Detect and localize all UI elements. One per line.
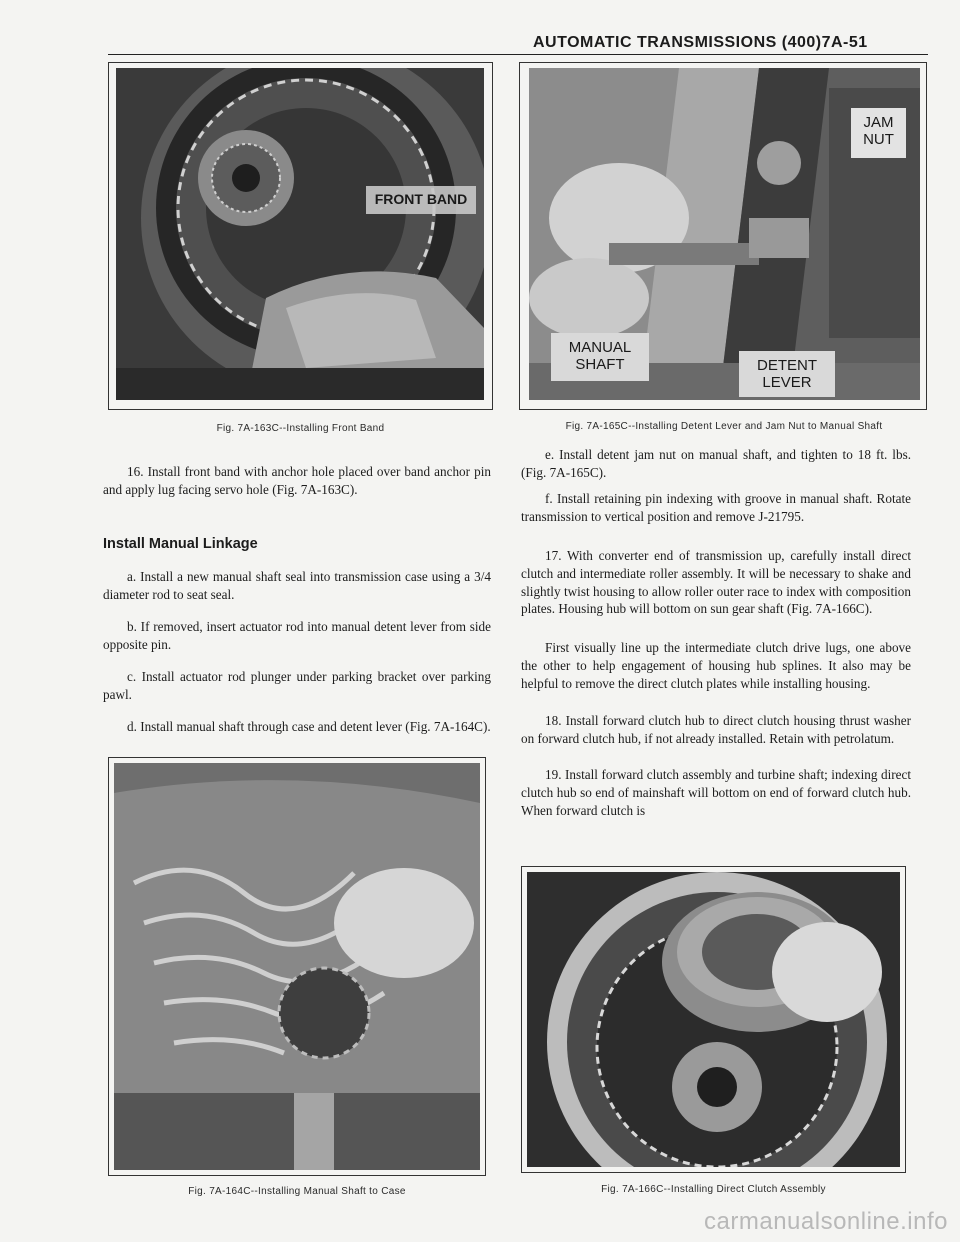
figure-163c-photo [116, 68, 484, 400]
step-b-paragraph: b. If removed, insert actuator rod into manual detent lever from side opposite pin. [103, 619, 491, 652]
step-d-paragraph: d. Install manual shaft through case and detent lever (Fig. 7A-164C). [127, 719, 491, 734]
step-e-paragraph: e. Install detent jam nut on manual shaft, and tighten to 18 ft. lbs. (Fig. 7A-165C). [521, 447, 911, 480]
step-18-paragraph: 18. Install forward clutch hub to direct clutch housing thrust washer on forward clutch hub, if not already installed. Retain with petrolatum. [521, 713, 911, 746]
figure-165c-photo [529, 68, 920, 400]
header-rule [108, 54, 928, 55]
figure-164c-photo [114, 763, 480, 1170]
step-17-paragraph: 17. With converter end of transmission up, carefully install direct clutch and intermediate roller assembly. It will be necessary to shake and slightly twist housing to allow roller outer race to index with composition plates. Housing hub will bottom on sun gear shaft (Fig. 7A-166C). [521, 548, 911, 617]
page-header-title: AUTOMATIC TRANSMISSIONS (400)7A-51 [533, 34, 868, 51]
front-band-label: FRONT BAND [374, 191, 468, 207]
jam-nut-label: JAM NUT [863, 114, 894, 148]
install-manual-linkage-heading: Install Manual Linkage [103, 536, 258, 552]
step-a-paragraph: a. Install a new manual shaft seal into transmission case using a 3/4 diameter rod to seat seal. [103, 569, 491, 602]
figure-164c-caption: Fig. 7A-164C--Installing Manual Shaft to Case [188, 1186, 406, 1197]
step-17-note-paragraph: First visually line up the intermediate clutch drive lugs, one above the other to help engagement of housing hub splines. It also may be helpful to remove the direct clutch plates while installing housing. [521, 640, 911, 691]
step-16-paragraph: 16. Install front band with anchor hole placed over band anchor pin and apply lug facing servo hole (Fig. 7A-163C). [103, 464, 491, 497]
figure-163c-caption: Fig. 7A-163C--Installing Front Band [216, 423, 385, 434]
figure-166c-photo [527, 872, 900, 1167]
detent-lever-label: DETENT LEVER [757, 357, 817, 391]
step-19-paragraph: 19. Install forward clutch assembly and turbine shaft; indexing direct clutch hub so end of mainshaft will bottom on end of forward clutch hub. When forward clutch is [521, 767, 911, 818]
figure-165c-caption: Fig. 7A-165C--Installing Detent Lever and Jam Nut to Manual Shaft [565, 421, 883, 432]
manual-shaft-label: MANUAL SHAFT [568, 339, 632, 373]
figure-166c-caption: Fig. 7A-166C--Installing Direct Clutch Assembly [601, 1184, 826, 1195]
step-f-paragraph: f. Install retaining pin indexing with groove in manual shaft. Rotate transmission to vertical position and remove J-21795. [521, 491, 911, 524]
site-watermark: carmanualsonline.info [704, 1208, 948, 1235]
step-c-paragraph: c. Install actuator rod plunger under parking bracket over parking pawl. [103, 669, 491, 702]
